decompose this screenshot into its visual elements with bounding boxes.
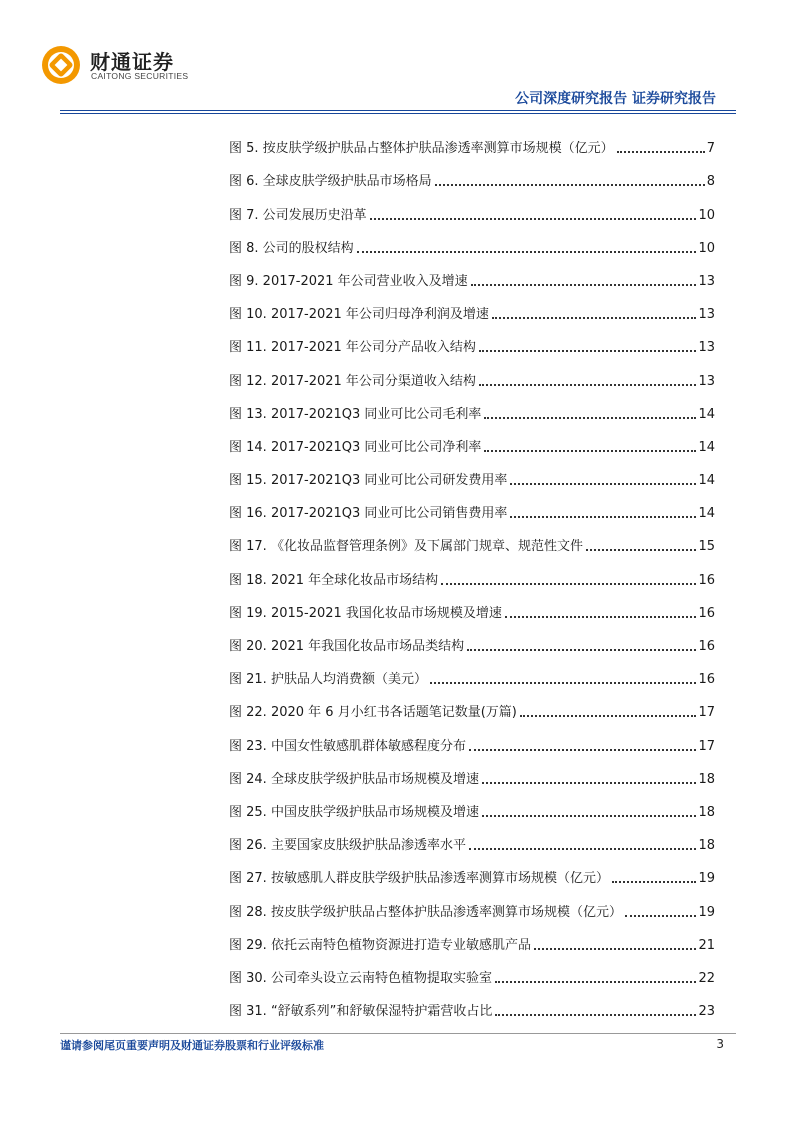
header-divider-thin [60,113,736,114]
toc-entry-page: 7 [706,141,715,157]
toc-entry-title: 图 27. 按敏感肌人群皮肤学级护肤品渗透率测算市场规模（亿元） [229,871,609,887]
toc-entry-page: 17 [698,705,715,721]
toc-dot-leader [495,1014,696,1016]
logo-chinese-name: 财通证券 [90,50,174,74]
toc-entry[interactable] [229,423,715,456]
toc-entry[interactable] [229,124,715,157]
toc-entry[interactable] [229,555,715,588]
toc-entry-page: 19 [698,871,715,887]
toc-dot-leader [510,483,696,485]
toc-entry-title: 图 5. 按皮肤学级护肤品占整体护肤品渗透率测算市场规模（亿元） [229,141,614,157]
toc-entry-title: 图 9. 2017-2021 年公司营业收入及增速 [229,273,468,289]
toc-entry-page: 16 [698,572,715,588]
toc-dot-leader [534,948,697,950]
toc-dot-leader [479,384,697,386]
toc-entry-page: 13 [698,373,715,389]
toc-entry[interactable] [229,688,715,721]
toc-entry-title: 图 10. 2017-2021 年公司归母净利润及增速 [229,307,489,323]
toc-entry-title: 图 21. 护肤品人均消费额（美元） [229,672,427,688]
toc-entry-title: 图 30. 公司牵头设立云南特色植物提取实验室 [229,970,492,986]
toc-entry-title: 图 25. 中国皮肤学级护肤品市场规模及增速 [229,804,479,820]
toc-entry-page: 14 [698,439,715,455]
toc-dot-leader [370,218,697,220]
toc-dot-leader [495,981,697,983]
toc-entry-page: 14 [698,506,715,522]
toc-entry-page: 16 [698,605,715,621]
toc-dot-leader [492,317,697,319]
toc-dot-leader [469,848,697,850]
toc-entry-title: 图 29. 依托云南特色植物资源进打造专业敏感肌产品 [229,937,531,953]
toc-dot-leader [625,915,697,917]
toc-entry[interactable] [229,921,715,954]
toc-entry-page: 18 [698,804,715,820]
toc-entry-title: 图 28. 按皮肤学级护肤品占整体护肤品渗透率测算市场规模（亿元） [229,904,622,920]
toc-entry[interactable] [229,190,715,223]
toc-entry-title: 图 13. 2017-2021Q3 同业可比公司毛利率 [229,406,482,422]
toc-dot-leader [505,616,697,618]
toc-dot-leader [430,682,697,684]
toc-entry-title: 图 20. 2021 年我国化妆品市场品类结构 [229,639,465,654]
toc-entry-title: 图 7. 公司发展历史沿革 [229,207,367,223]
toc-dot-leader [586,549,697,551]
toc-entry[interactable] [229,655,715,688]
toc-entry-page: 13 [698,340,715,356]
toc-entry-page: 15 [698,539,715,555]
toc-entry[interactable] [229,157,715,190]
toc-entry[interactable] [229,788,715,821]
toc-entry-title: 图 22. 2020 年 6 月小红书各话题笔记数量(万篇) [229,705,517,721]
toc-entry[interactable] [229,721,715,754]
toc-entry[interactable] [229,854,715,887]
toc-entry-title: 图 24. 全球皮肤学级护肤品市场规模及增速 [229,771,479,787]
toc-entry-title: 图 14. 2017-2021Q3 同业可比公司净利率 [229,439,482,455]
toc-entry-title: 图 8. 公司的股权结构 [229,240,354,256]
toc-entry-page: 18 [698,771,715,787]
toc-dot-leader [357,251,697,253]
toc-dot-leader [510,516,696,518]
toc-dot-leader [612,881,697,883]
footer-disclaimer: 谨请参阅尾页重要声明及财通证券股票和行业评级标准 [60,1039,324,1052]
toc-dot-leader [467,649,696,651]
toc-entry-page: 13 [698,307,715,323]
toc-entry[interactable] [229,323,715,356]
toc-entry[interactable] [229,257,715,290]
toc-entry[interactable] [229,589,715,622]
toc-dot-leader [484,417,696,419]
toc-entry[interactable] [229,489,715,522]
toc-dot-leader [471,284,697,286]
toc-entry-page: 18 [698,838,715,854]
toc-entry-title: 图 18. 2021 年全球化妆品市场结构 [229,572,439,588]
page-number: 3 [716,1037,724,1051]
toc-entry[interactable] [229,755,715,788]
toc-dot-leader [435,184,705,186]
toc-entry[interactable] [229,356,715,389]
toc-entry-title: 图 31. “舒敏系列”和舒敏保湿特护霜营收占比 [229,1004,493,1020]
toc-entry[interactable] [229,887,715,920]
report-type-label: 公司深度研究报告 证券研究报告 [515,91,716,107]
toc-entry-page: 16 [698,672,715,688]
toc-entry[interactable] [229,290,715,323]
toc-entry[interactable] [229,456,715,489]
toc-entry[interactable] [229,622,715,655]
toc-dot-leader [520,715,697,717]
figure-list [229,124,715,1020]
toc-entry-page: 23 [698,1004,715,1020]
toc-entry[interactable] [229,522,715,555]
toc-entry-page: 8 [706,174,715,190]
toc-entry[interactable] [229,224,715,257]
toc-entry-page: 19 [698,904,715,920]
toc-entry-title: 图 19. 2015-2021 我国化妆品市场规模及增速 [229,605,502,621]
toc-dot-leader [617,151,705,153]
toc-entry-page: 10 [698,207,715,223]
toc-entry[interactable] [229,821,715,854]
toc-entry-page: 14 [698,406,715,422]
toc-entry-page: 14 [698,473,715,489]
toc-dot-leader [482,815,697,817]
toc-entry-title: 图 17. 《化妆品监督管理条例》及下属部门规章、规范性文件 [229,539,583,555]
toc-entry[interactable] [229,954,715,987]
toc-entry-page: 17 [698,738,715,754]
toc-entry-title: 图 12. 2017-2021 年公司分渠道收入结构 [229,373,476,389]
toc-entry-page: 22 [698,970,715,986]
toc-entry[interactable] [229,390,715,423]
toc-entry-page: 16 [698,639,715,654]
toc-entry-page: 13 [698,273,715,289]
header-divider [60,110,736,111]
toc-dot-leader [484,450,696,452]
toc-entry-title: 图 16. 2017-2021Q3 同业可比公司销售费用率 [229,506,508,522]
toc-dot-leader [479,350,697,352]
toc-entry-title: 图 23. 中国女性敏感肌群体敏感程度分布 [229,738,466,754]
toc-entry-page: 21 [698,937,715,953]
toc-dot-leader [482,782,697,784]
toc-entry-page: 10 [698,240,715,256]
logo-english-name: CAITONG SECURITIES [91,71,189,81]
toc-dot-leader [441,583,696,585]
toc-dot-leader [469,749,697,751]
footer-divider [60,1033,736,1034]
toc-entry-title: 图 26. 主要国家皮肤级护肤品渗透率水平 [229,838,466,854]
toc-entry-title: 图 15. 2017-2021Q3 同业可比公司研发费用率 [229,473,508,489]
company-logo [40,44,240,92]
toc-entry[interactable] [229,987,715,1020]
toc-entry-title: 图 6. 全球皮肤学级护肤品市场格局 [229,174,432,190]
toc-entry-title: 图 11. 2017-2021 年公司分产品收入结构 [229,340,476,356]
caitong-logo-icon [40,44,82,86]
